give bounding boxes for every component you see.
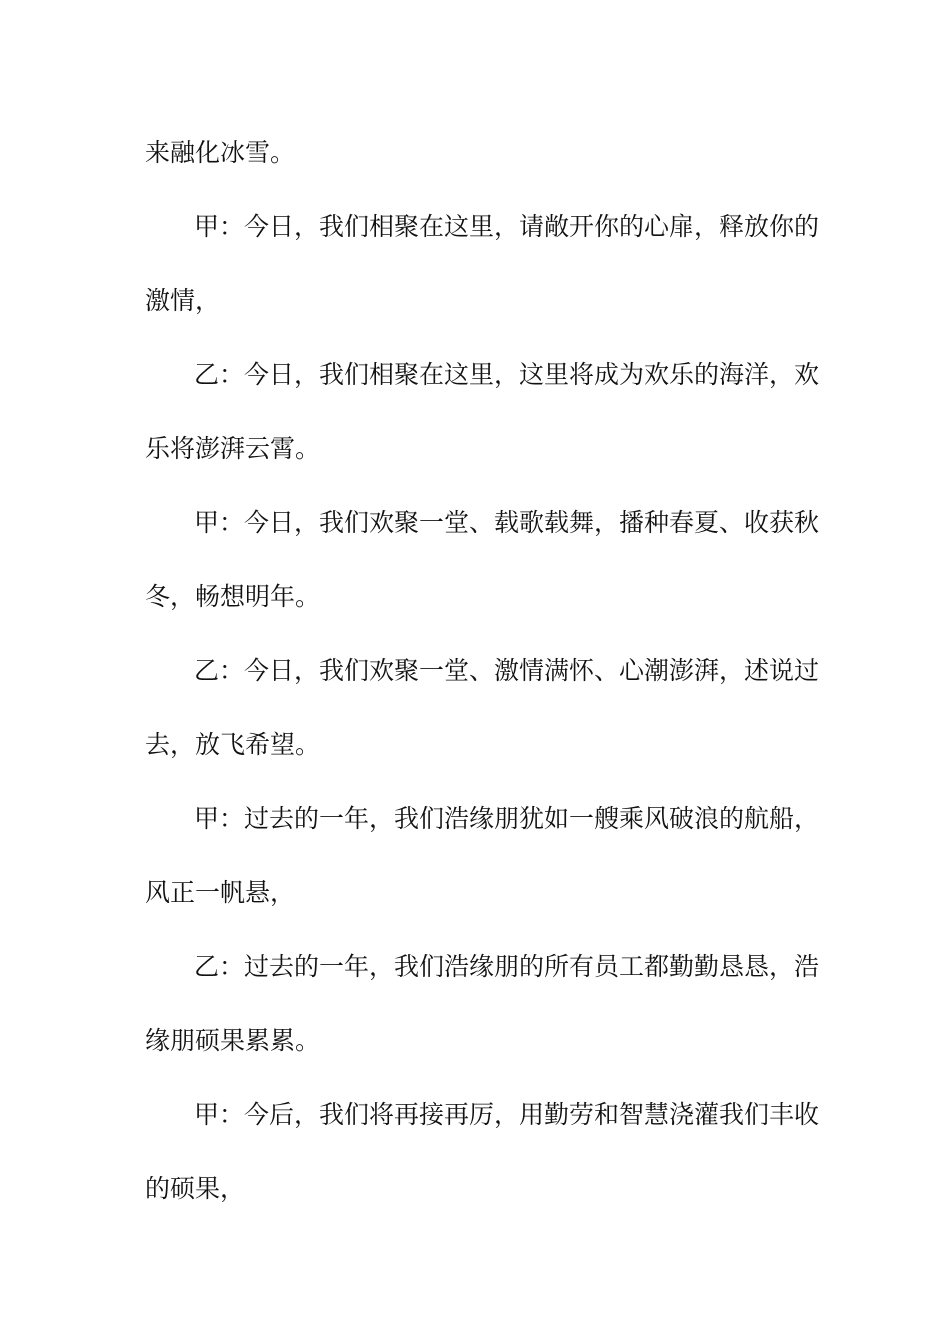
text-line: 乙：过去的一年，我们浩缘朋的所有员工都勤勤恳恳，浩 bbox=[194, 952, 820, 981]
text-line: 甲：今后，我们将再接再厉，用勤劳和智慧浇灌我们丰收 bbox=[194, 1100, 820, 1129]
text-line: 来融化冰雪。 bbox=[145, 138, 296, 167]
text-line: 去，放飞希望。 bbox=[145, 730, 321, 759]
text-line: 乐将澎湃云霄。 bbox=[145, 434, 321, 463]
text-line: 冬，畅想明年。 bbox=[145, 582, 321, 611]
document-body bbox=[145, 131, 820, 1241]
text-line: 甲：今日，我们相聚在这里，请敞开你的心扉，释放你的 bbox=[194, 212, 820, 241]
text-line: 激情， bbox=[145, 286, 221, 315]
text-line: 乙：今日，我们相聚在这里，这里将成为欢乐的海洋，欢 bbox=[194, 360, 820, 389]
text-line: 甲：过去的一年，我们浩缘朋犹如一艘乘风破浪的航船， bbox=[194, 804, 820, 833]
text-line: 甲：今日，我们欢聚一堂、载歌载舞，播种春夏、收获秋 bbox=[194, 508, 820, 537]
text-line: 风正一帆悬， bbox=[145, 878, 296, 907]
text-line: 的硕果， bbox=[145, 1174, 246, 1203]
text-line: 乙：今日，我们欢聚一堂、激情满怀、心潮澎湃，述说过 bbox=[194, 656, 820, 685]
text-line: 缘朋硕果累累。 bbox=[145, 1026, 321, 1055]
